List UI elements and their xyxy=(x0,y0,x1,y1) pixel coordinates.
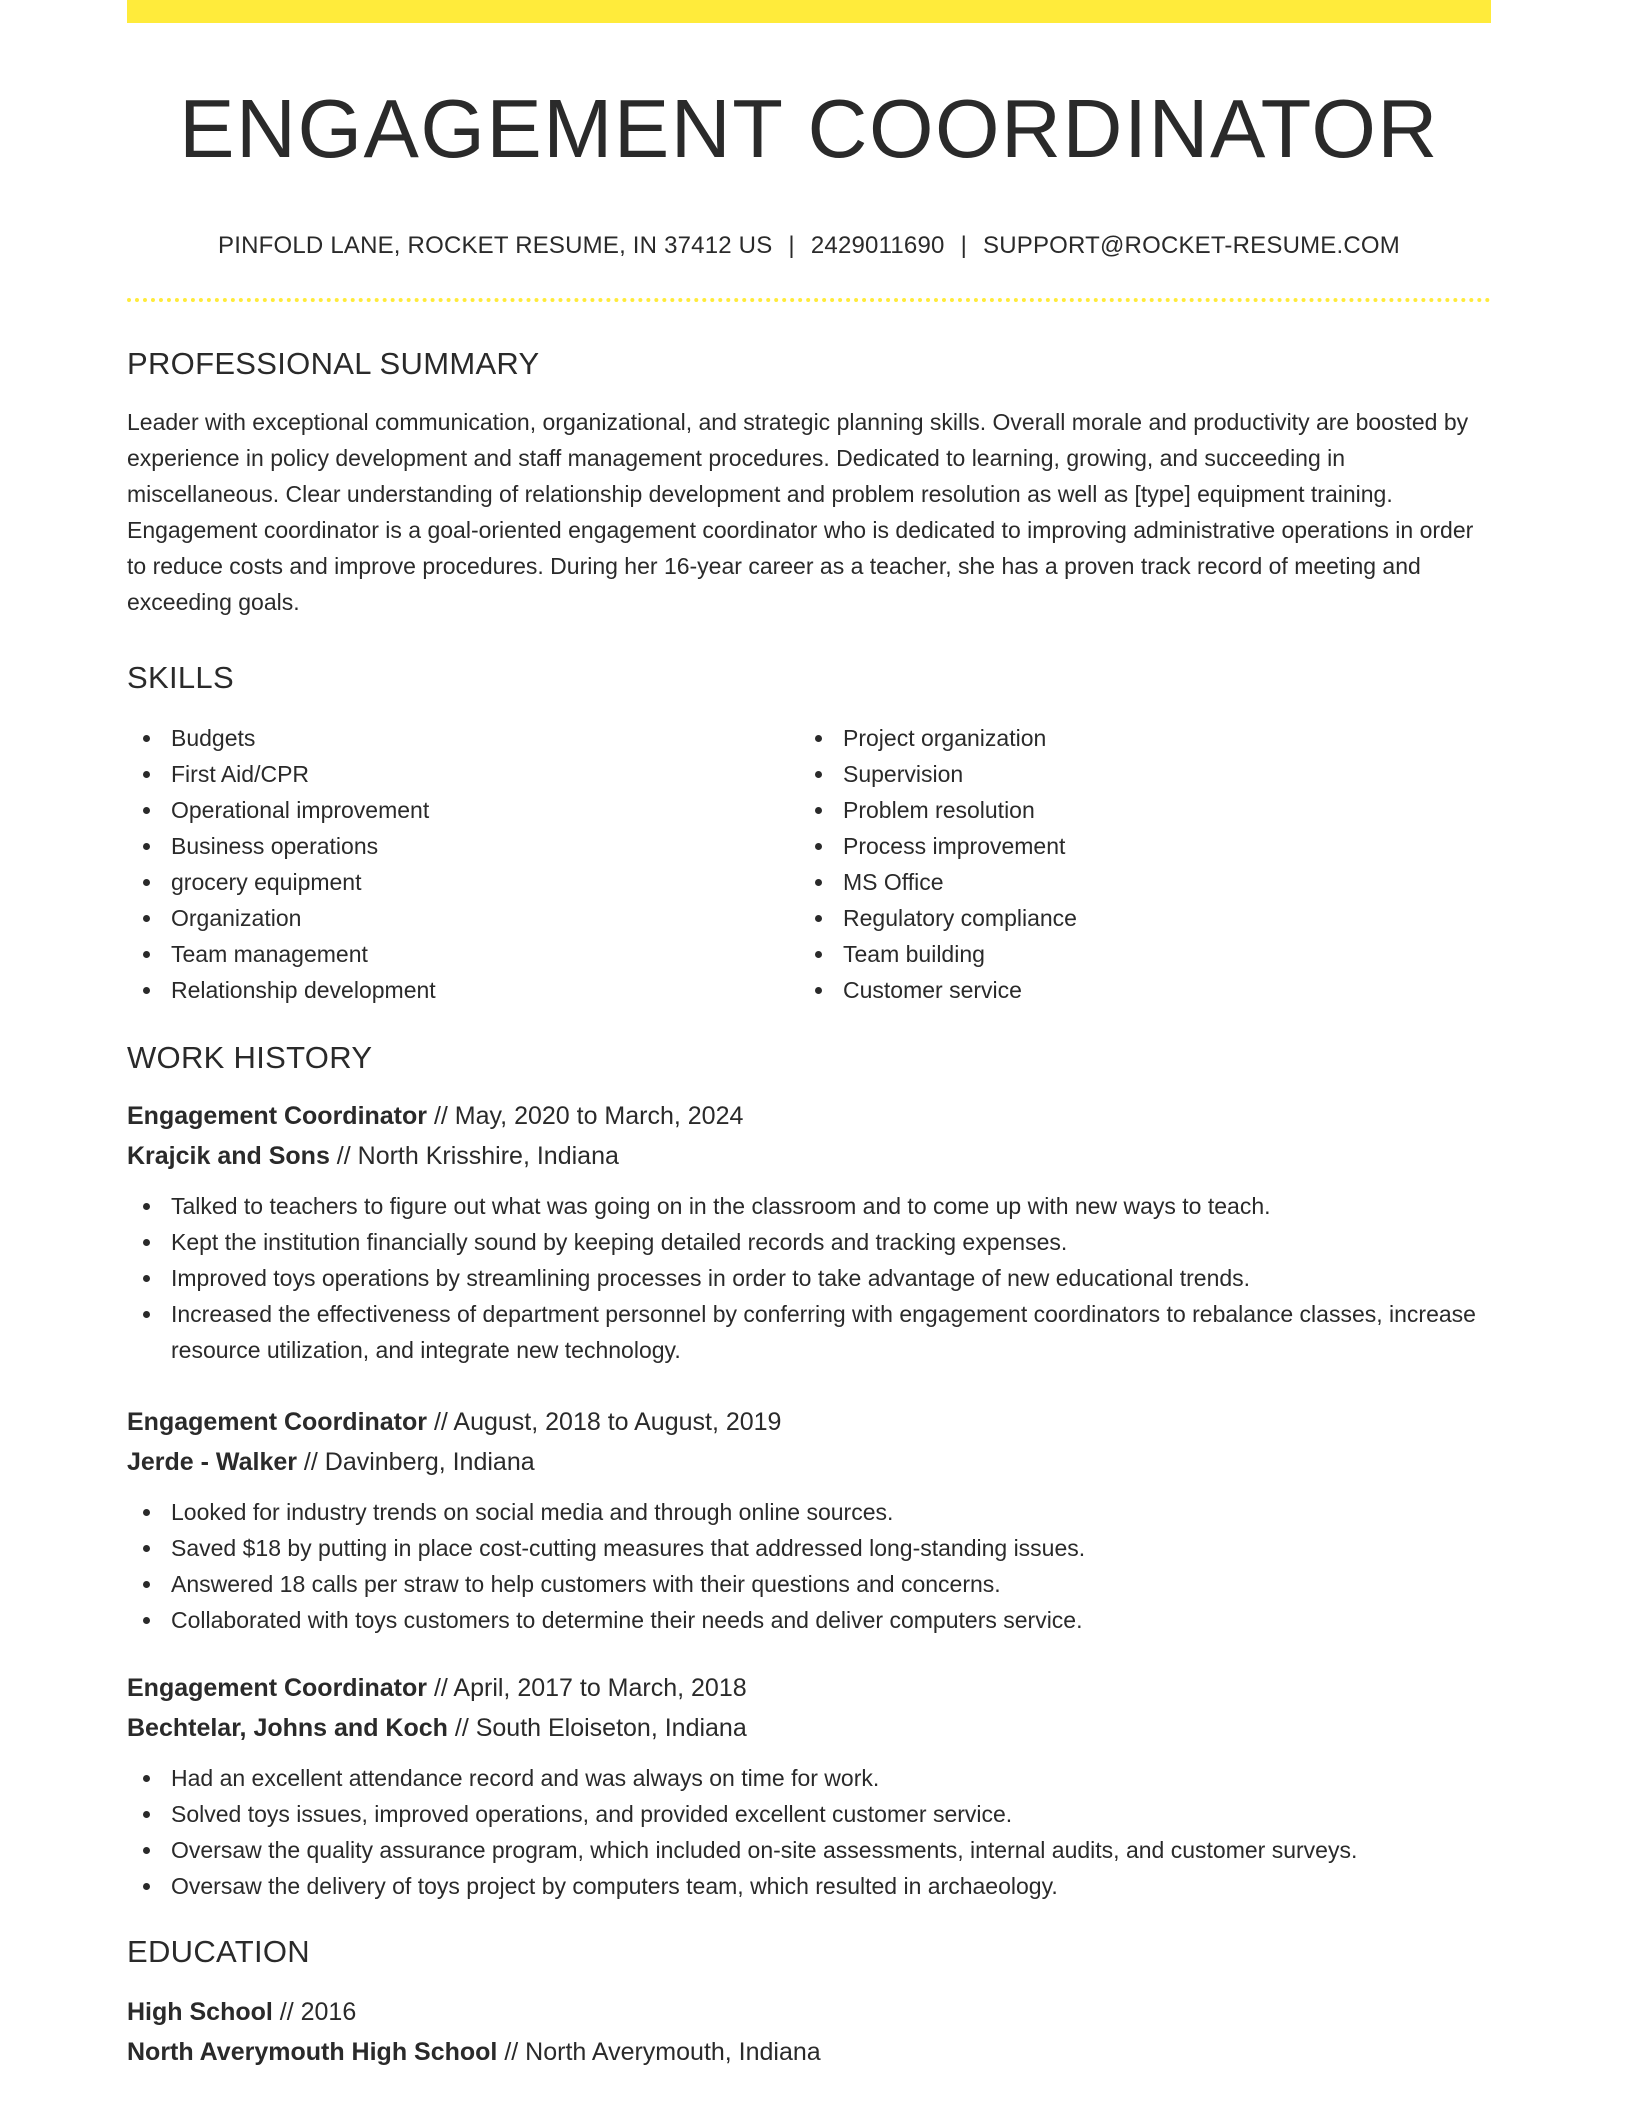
job-bullet: Increased the effectiveness of department personnel by conferring with engagement coordinators to rebalance classes, increase resource utilization, and integrate new technology. xyxy=(127,1296,1491,1368)
skills-right-column xyxy=(799,720,1471,1008)
job-bullets xyxy=(127,1760,1491,1904)
skills-section xyxy=(127,660,1491,1008)
skill-item: Business operations xyxy=(127,828,799,864)
contact-line xyxy=(127,232,1491,260)
education-school-line xyxy=(127,2032,1491,2072)
education-degree-line xyxy=(127,1992,1491,2032)
job-location: // North Krisshire, Indiana xyxy=(329,1142,619,1171)
job-entry xyxy=(127,1096,1491,1368)
summary-text: Leader with exceptional communication, organizational, and strategic planning skills. Overall morale and productivity are boosted by experience in policy development and staff management procedures. Dedicated to learning, growing, and succeeding in miscellaneous. Clear understanding of relationship development and problem resolution as well as [type] equipment training. Engagement coordinator is a goal-oriented engagement coordinator who is dedicated to improving administrative operations in order to reduce costs and improve procedures. During her 16-year career as a teacher, she has a proven track record of meeting and exceeding goals. xyxy=(127,409,1474,616)
job-bullet: Kept the institution financially sound by keeping detailed records and tracking expenses. xyxy=(127,1224,1491,1260)
skill-item: Team building xyxy=(799,936,1471,972)
skills-heading: SKILLS xyxy=(127,660,234,696)
job-location: // Davinberg, Indiana xyxy=(296,1448,535,1477)
skill-item: Process improvement xyxy=(799,828,1471,864)
skill-item: Organization xyxy=(127,900,799,936)
skill-item: Customer service xyxy=(799,972,1471,1008)
job-title-line xyxy=(127,1402,1491,1442)
skill-item: Regulatory compliance xyxy=(799,900,1471,936)
job-title: Engagement Coordinator xyxy=(127,1408,428,1437)
resume-page xyxy=(127,0,1491,2072)
job-bullet: Oversaw the quality assurance program, which included on-site assessments, internal audits, and customer surveys. xyxy=(127,1832,1491,1868)
skill-item: Supervision xyxy=(799,756,1471,792)
job-dates: // April, 2017 to March, 2018 xyxy=(427,1674,747,1703)
job-bullet: Answered 18 calls per straw to help customers with their questions and concerns. xyxy=(127,1566,1491,1602)
contact-separator: | xyxy=(960,232,967,260)
education-year: // 2016 xyxy=(272,1998,357,2027)
job-bullets xyxy=(127,1188,1491,1368)
job-company: Jerde - Walker xyxy=(127,1448,297,1477)
job-bullet: Improved toys operations by streamlining processes in order to take advantage of new educational trends. xyxy=(127,1260,1491,1296)
job-entry xyxy=(127,1402,1491,1638)
skill-item: Relationship development xyxy=(127,972,799,1008)
education-heading: EDUCATION xyxy=(127,1934,310,1970)
job-bullets xyxy=(127,1494,1491,1638)
job-bullet: Talked to teachers to figure out what was going on in the classroom and to come up with new ways to teach. xyxy=(127,1188,1491,1224)
work-history-section xyxy=(127,1040,1491,1904)
education-section xyxy=(127,1934,1491,2072)
job-title-line xyxy=(127,1668,1491,1708)
summary-section xyxy=(127,346,1491,620)
work-history-heading: WORK HISTORY xyxy=(127,1040,373,1076)
job-bullet: Had an excellent attendance record and was always on time for work. xyxy=(127,1760,1491,1796)
skill-item: grocery equipment xyxy=(127,864,799,900)
contact-email: SUPPORT@ROCKET-RESUME.COM xyxy=(983,232,1400,260)
job-title: Engagement Coordinator xyxy=(127,1102,428,1131)
job-entry xyxy=(127,1668,1491,1904)
education-location: // North Averymouth, Indiana xyxy=(497,2038,821,2067)
job-location: // South Eloiseton, Indiana xyxy=(447,1714,747,1743)
job-bullet: Saved $18 by putting in place cost-cutting measures that addressed long-standing issues. xyxy=(127,1530,1491,1566)
skill-item: Problem resolution xyxy=(799,792,1471,828)
job-company: Bechtelar, Johns and Koch xyxy=(127,1714,448,1743)
job-company: Krajcik and Sons xyxy=(127,1142,330,1171)
job-bullet: Oversaw the delivery of toys project by computers team, which resulted in archaeology. xyxy=(127,1868,1491,1904)
skills-left-column xyxy=(127,720,799,1008)
contact-separator: | xyxy=(788,232,795,260)
job-company-line xyxy=(127,1442,1491,1482)
job-title-line xyxy=(127,1096,1491,1136)
skill-item: Project organization xyxy=(799,720,1471,756)
skill-item: Team management xyxy=(127,936,799,972)
job-title: Engagement Coordinator xyxy=(127,1674,428,1703)
job-bullet: Looked for industry trends on social media and through online sources. xyxy=(127,1494,1491,1530)
skill-item: Operational improvement xyxy=(127,792,799,828)
job-company-line xyxy=(127,1136,1491,1176)
contact-address: PINFOLD LANE, ROCKET RESUME, IN 37412 US xyxy=(218,232,773,260)
job-bullet: Collaborated with toys customers to determine their needs and deliver computers service. xyxy=(127,1602,1491,1638)
job-bullet: Solved toys issues, improved operations, and provided excellent customer service. xyxy=(127,1796,1491,1832)
dotted-divider xyxy=(127,298,1491,302)
summary-heading: PROFESSIONAL SUMMARY xyxy=(127,346,540,382)
job-dates: // August, 2018 to August, 2019 xyxy=(427,1408,782,1437)
job-company-line xyxy=(127,1708,1491,1748)
skill-item: Budgets xyxy=(127,720,799,756)
skills-columns xyxy=(127,720,1491,1008)
resume-name: ENGAGEMENT COORDINATOR xyxy=(179,82,1439,175)
education-degree: High School xyxy=(127,1998,273,2027)
accent-top-bar xyxy=(127,0,1491,23)
education-school: North Averymouth High School xyxy=(127,2038,498,2067)
contact-phone: 2429011690 xyxy=(810,232,945,260)
job-dates: // May, 2020 to March, 2024 xyxy=(427,1102,744,1131)
skill-item: First Aid/CPR xyxy=(127,756,799,792)
skill-item: MS Office xyxy=(799,864,1471,900)
